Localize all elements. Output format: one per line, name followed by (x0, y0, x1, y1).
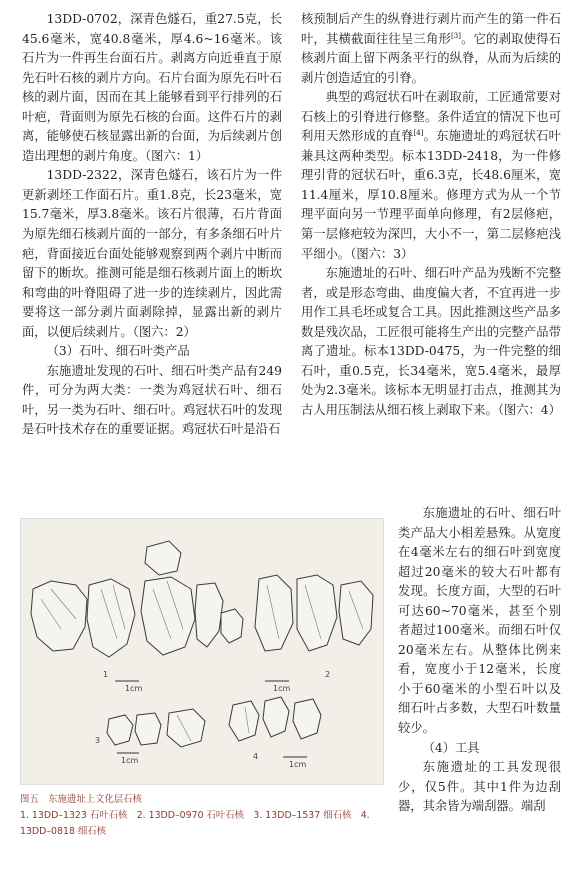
figure-label-2: 2 (325, 670, 331, 679)
text-column-left (22, 10, 282, 440)
paragraph-text: 典型的鸡冠状石叶在剥取前，工匠通常要对石核上的引脊进行修整。条件适宜的情况下也可利用天然形成的直脊 (301, 90, 561, 144)
scale-label-2: 1cm (273, 684, 291, 693)
figure-label-1: 1 (103, 670, 109, 679)
caption-line: 13DD–0818 细石核 (20, 826, 107, 837)
stone-core-drawing (263, 697, 289, 737)
figure-caption (20, 792, 382, 840)
figure-label-3: 3 (95, 736, 101, 745)
paragraph-text: 核预制后产生的纵脊进行剥片而产生的第一件石叶，其横截面往往呈三角形 (301, 12, 561, 46)
text-column-right (301, 10, 561, 420)
stone-core-drawing (135, 713, 161, 745)
scale-label-3: 1cm (121, 756, 139, 765)
stone-core-drawing (297, 575, 337, 651)
stone-core-drawing (195, 583, 223, 647)
scale-label-1: 1cm (125, 684, 143, 693)
stone-core-drawings (21, 519, 383, 784)
stone-core-drawing (107, 715, 133, 745)
stone-core-drawing (221, 609, 243, 643)
text-column-bottom-right (398, 504, 561, 817)
stone-core-drawing (87, 579, 135, 657)
paragraph: 东施遗址的工具发现很少，仅5件。其中1件为边刮器，其余皆为端刮器。端刮 (398, 760, 561, 814)
stone-core-drawing (255, 575, 293, 651)
paragraph: 东施遗址的石叶、细石叶类产品大小相差悬殊。从宽度在4毫米左右的细石叶到宽度超过20毫米的较大石叶都有发现。长度方面，大型的石叶可达60~70毫米，甚至个别者超过100毫米。而细石叶仅20毫米左右。从整体比例来看，宽度小于12毫米，长度小于60毫米的小型石叶以及细石叶占多数，大型石叶数量较少。 (398, 506, 561, 736)
paragraph: 13DD-0702，深青色燧石，重27.5克，长45.6毫米，宽40.8毫米，厚4.6~16毫米。该石片为一件再生台面石片。剥离方向近垂直于原先石叶石核的剥片方向。石片台面为原先石叶石核的剥片面，因而在其上能够看到平行排列的石叶疤，背面则为原先石核的台面。这件石片的剥离，能够使石核显露出新的台面，为后续剥片创造出理想的剥片角度。（图六：1） (22, 12, 282, 163)
figure-label-4: 4 (253, 752, 259, 761)
stone-core-drawing (293, 699, 321, 739)
paragraph: 13DD-2322，深青色燧石，该石片为一件更新剥坯工作面石片。重1.8克，长23毫米，宽15.7毫米，厚3.8毫米。该石片很薄，石片背面为原先细石核剥片面的一部分，有多条细石叶片疤，背面接近台面处能够观察到两个剥片中断而留下的断坎。推测可能是细石核剥片面上的断坎和弯曲的叶脊阻碍了进一步的连续剥片，因此需要将这一部分剥片面剥除掉，显露出新的剥片面，以便后续剥片。（图六：2） (22, 168, 282, 339)
stone-core-drawing (145, 541, 181, 575)
stone-core-drawing (167, 709, 205, 747)
caption-title: 图五 东施遗址上文化层石核 (20, 794, 142, 805)
scale-label-4: 1cm (289, 760, 307, 769)
paragraph: 东施遗址的石叶、细石叶产品为残断不完整者，或是形态弯曲、曲度偏大者，不宜再进一步用作工具毛坯或复合工具。因此推测这些产品多数是残次品，工匠很可能将生产出的完整产品带离了遗址。标本13DD-0475，为一件完整的细石叶，重0.5克，长34毫米，宽5.4毫米，最厚处为2.3毫米。该标本无明显打击点，推测其为古人用压制法从细石核上剥取下来。（图六：4） (301, 266, 561, 417)
section-heading: （3）石叶、细石叶类产品 (46, 344, 190, 359)
stone-core-drawing (229, 701, 259, 741)
section-heading: （4）工具 (422, 740, 480, 755)
figure-stone-cores (20, 518, 384, 785)
paragraph (301, 88, 561, 264)
citation-ref: [4] (413, 129, 424, 138)
stone-core-drawing (141, 577, 195, 655)
paragraph-text: 。东施遗址的鸡冠状石叶兼具这两种类型。标本13DD-2418，为一件修理引背的冠状石叶，重6.3克，长48.6厘米，宽11.4厘米，厚10.8厘米。修理方式为从一个节理平面向另一节理平面单向修理，有2层修疤，第一层修疤较为深凹，大小不一，第二层修疤浅平细小。（图六：3） (301, 129, 561, 261)
stone-core-drawing (339, 581, 373, 645)
paragraph: 东施遗址发现的石叶、细石叶类产品有249件，可分为两大类：一类为鸡冠状石叶、细石叶，另一类为石叶、细石叶。鸡冠状石叶的发现是石叶技术存在的重要证据。鸡冠状石叶是沿石 (22, 363, 282, 437)
paragraph-text: 。它的剥取使得石核剥片面上留下两条平行的纵脊，从而为后续的剥片创造适宜的引脊。 (301, 31, 561, 85)
citation-ref: [3] (451, 31, 461, 40)
stone-core-drawing (31, 581, 87, 651)
caption-line: 1. 13DD–1323 石叶石核 2. 13DD–0970 石叶石核 3. 13DD–1537 细石核 4. (20, 810, 370, 821)
paragraph (301, 10, 561, 88)
